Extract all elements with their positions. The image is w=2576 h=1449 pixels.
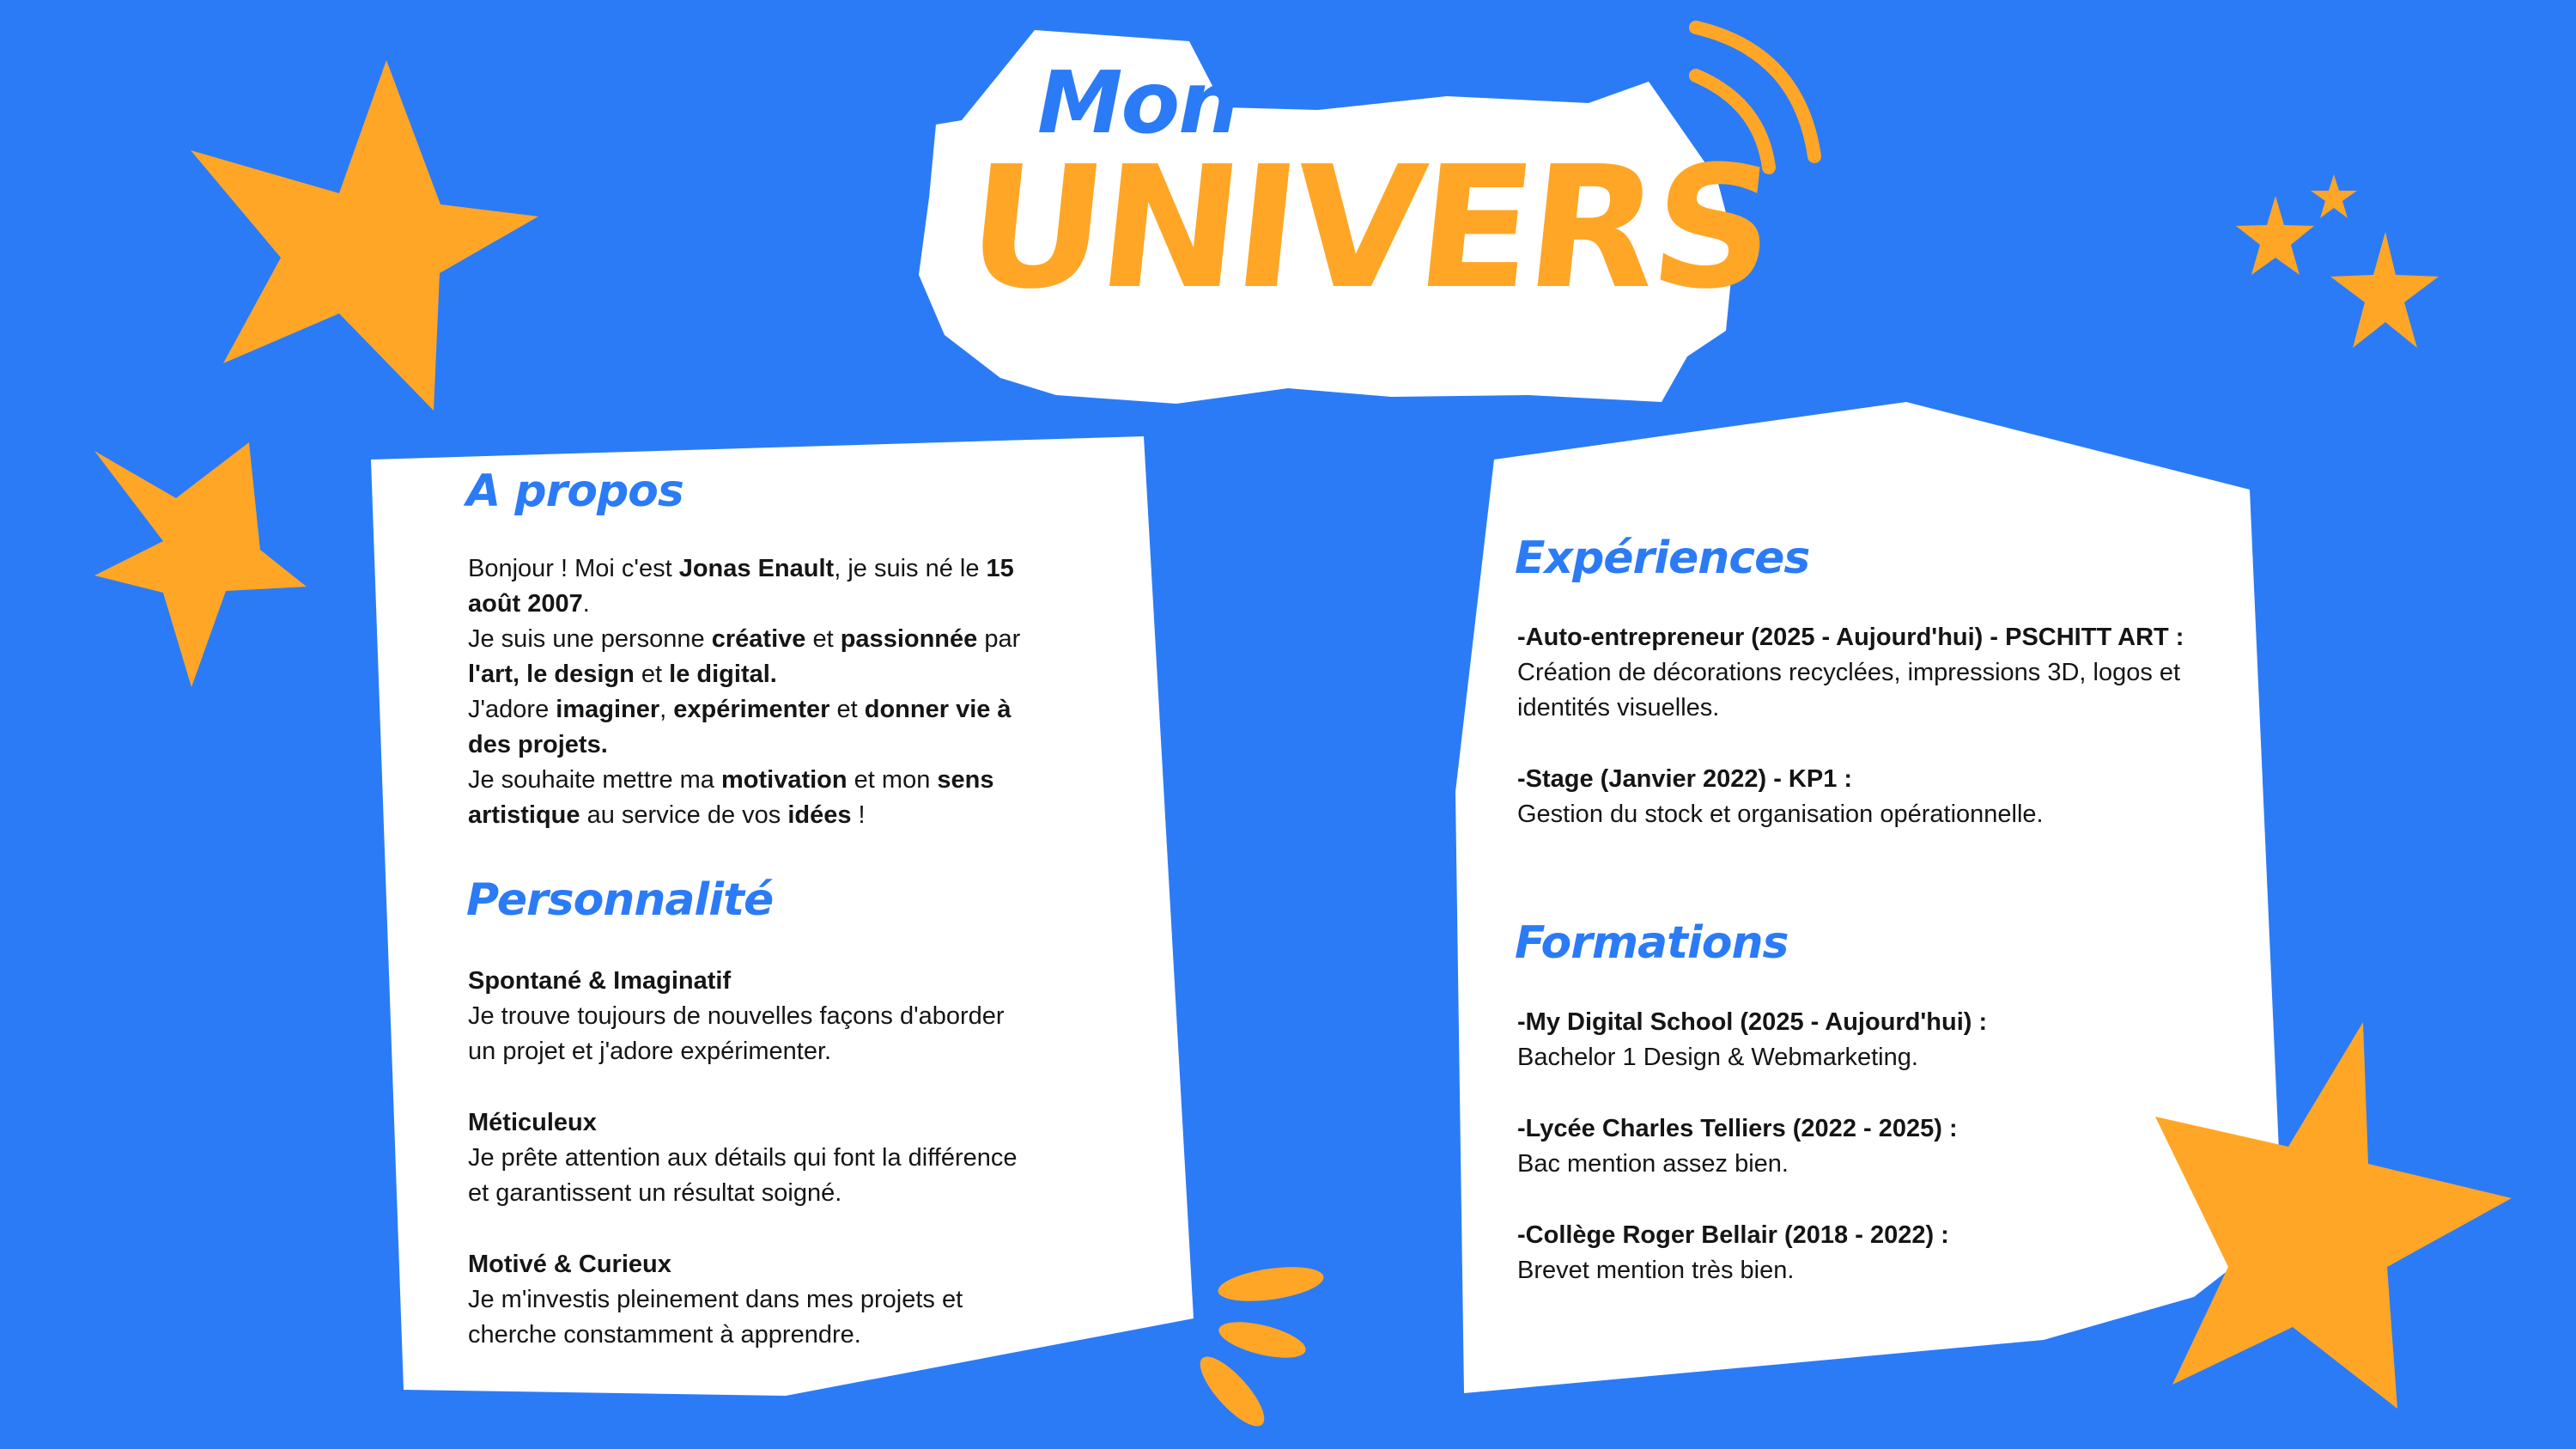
personality-item-text: Je prête attention aux détails qui font la différence et garantissent un résultat soigné.	[468, 1144, 1018, 1207]
personality-item-title: Spontané & Imaginatif	[468, 967, 732, 995]
star-icon	[2330, 232, 2439, 348]
personality-item-text: Je m'investis pleinement dans mes projets et cherche constamment à apprendre.	[468, 1286, 963, 1349]
experience-item-text: Création de décorations recyclées, impressions 3D, logos et identités visuelles.	[1517, 659, 2181, 721]
experiences-heading: Expériences	[1515, 533, 1810, 584]
experience-item	[1517, 762, 2221, 832]
personality-item-title: Motivé & Curieux	[468, 1251, 671, 1278]
personality-list	[468, 964, 1035, 1353]
experience-item-title: -Stage (Janvier 2022) - KP1 :	[1517, 765, 1853, 793]
about-p2: Je suis une personne créative et passionnée par l'art, le design et le digital.	[468, 625, 1021, 688]
title-small: Mon	[1037, 52, 1238, 153]
star-icon	[191, 60, 538, 411]
star-icon	[2236, 196, 2314, 275]
formation-item-text: Bac mention assez bien.	[1517, 1150, 1789, 1178]
star-icon	[2311, 174, 2357, 218]
page-title: UNIVERS	[958, 131, 1779, 326]
star-icon	[94, 442, 307, 687]
personality-item	[468, 1105, 1035, 1211]
formation-item	[1517, 1218, 2221, 1288]
formations-list	[1517, 1005, 2221, 1288]
about-heading: A propos	[466, 466, 683, 517]
formations-heading: Formations	[1515, 917, 1789, 969]
formation-item-title: -Collège Roger Bellair (2018 - 2022) :	[1517, 1221, 1949, 1249]
experience-item-text: Gestion du stock et organisation opérationnelle.	[1517, 801, 2044, 828]
personality-item-text: Je trouve toujours de nouvelles façons d'aborder un projet et j'adore expérimenter.	[468, 1002, 1005, 1065]
formation-item	[1517, 1005, 2221, 1075]
personality-item	[468, 1247, 1035, 1353]
experience-item-title: -Auto-entrepreneur (2025 - Aujourd'hui) - PSCHITT ART :	[1517, 624, 2184, 651]
formation-item-text: Bachelor 1 Design & Webmarketing.	[1517, 1044, 1918, 1071]
about-p4: Je souhaite mettre ma motivation et mon sens artistique au service de vos idées !	[468, 766, 994, 829]
formation-item	[1517, 1111, 2221, 1182]
experiences-list	[1517, 620, 2221, 832]
formation-item-text: Brevet mention très bien.	[1517, 1257, 1795, 1284]
personality-heading: Personnalité	[466, 874, 774, 926]
formation-item-title: -Lycée Charles Telliers (2022 - 2025) :	[1517, 1115, 1958, 1142]
about-p1: Bonjour ! Moi c'est Jonas Enault, je suis né le 15 août 2007.	[468, 555, 1014, 618]
about-p3: J'adore imaginer, expérimenter et donner vie à des projets.	[468, 696, 1012, 758]
formation-item-title: -My Digital School (2025 - Aujourd'hui) :	[1517, 1008, 1988, 1036]
experience-item	[1517, 620, 2221, 726]
about-text	[468, 551, 1022, 833]
personality-item	[468, 964, 1035, 1069]
splash-icon	[1191, 1262, 1326, 1435]
personality-item-title: Méticuleux	[468, 1109, 597, 1136]
